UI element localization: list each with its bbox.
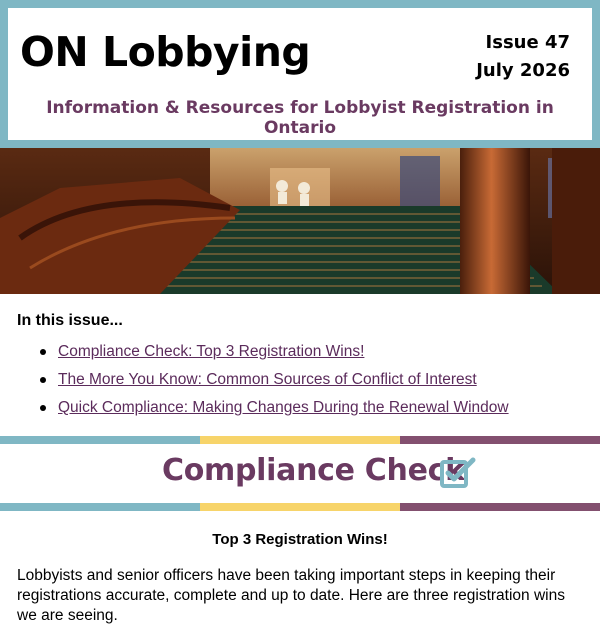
article-subheading: Top 3 Registration Wins! <box>212 531 388 548</box>
newsletter-header <box>0 0 600 148</box>
list-item <box>40 342 509 370</box>
checkbox-icon <box>440 456 476 495</box>
toc-link-quick-compliance[interactable]: Quick Compliance: Making Changes During the Renewal Window <box>58 399 509 416</box>
bullet-icon <box>40 405 46 411</box>
issue-date: July 2026 <box>476 60 570 81</box>
tagline: Information & Resources for Lobbyist Registration in Ontario <box>46 98 554 138</box>
toc-link-compliance-check[interactable]: Compliance Check: Top 3 Registration Wins! <box>58 343 365 360</box>
list-item <box>40 398 509 426</box>
header-panel <box>8 8 592 140</box>
hero-image-staircase <box>0 148 600 294</box>
list-item <box>40 370 509 398</box>
section-title: Compliance Check <box>162 453 465 488</box>
issue-number: Issue 47 <box>485 32 570 53</box>
staircase-illustration <box>0 148 600 294</box>
toc-list <box>40 342 509 426</box>
section-divider-top <box>0 436 600 444</box>
toc-link-the-more-you-know[interactable]: The More You Know: Common Sources of Conflict of Interest <box>58 371 477 388</box>
section-divider-bottom <box>0 503 600 511</box>
bullet-icon <box>40 377 46 383</box>
bullet-icon <box>40 349 46 355</box>
masthead-title: ON Lobbying <box>20 28 311 76</box>
toc-heading: In this issue... <box>17 312 123 329</box>
article-body: Lobbyists and senior officers have been taking important steps in keeping their registrations accurate, complete and up to date. Here are three registration wins we are seeing. <box>17 567 565 624</box>
section-banner <box>0 444 600 503</box>
